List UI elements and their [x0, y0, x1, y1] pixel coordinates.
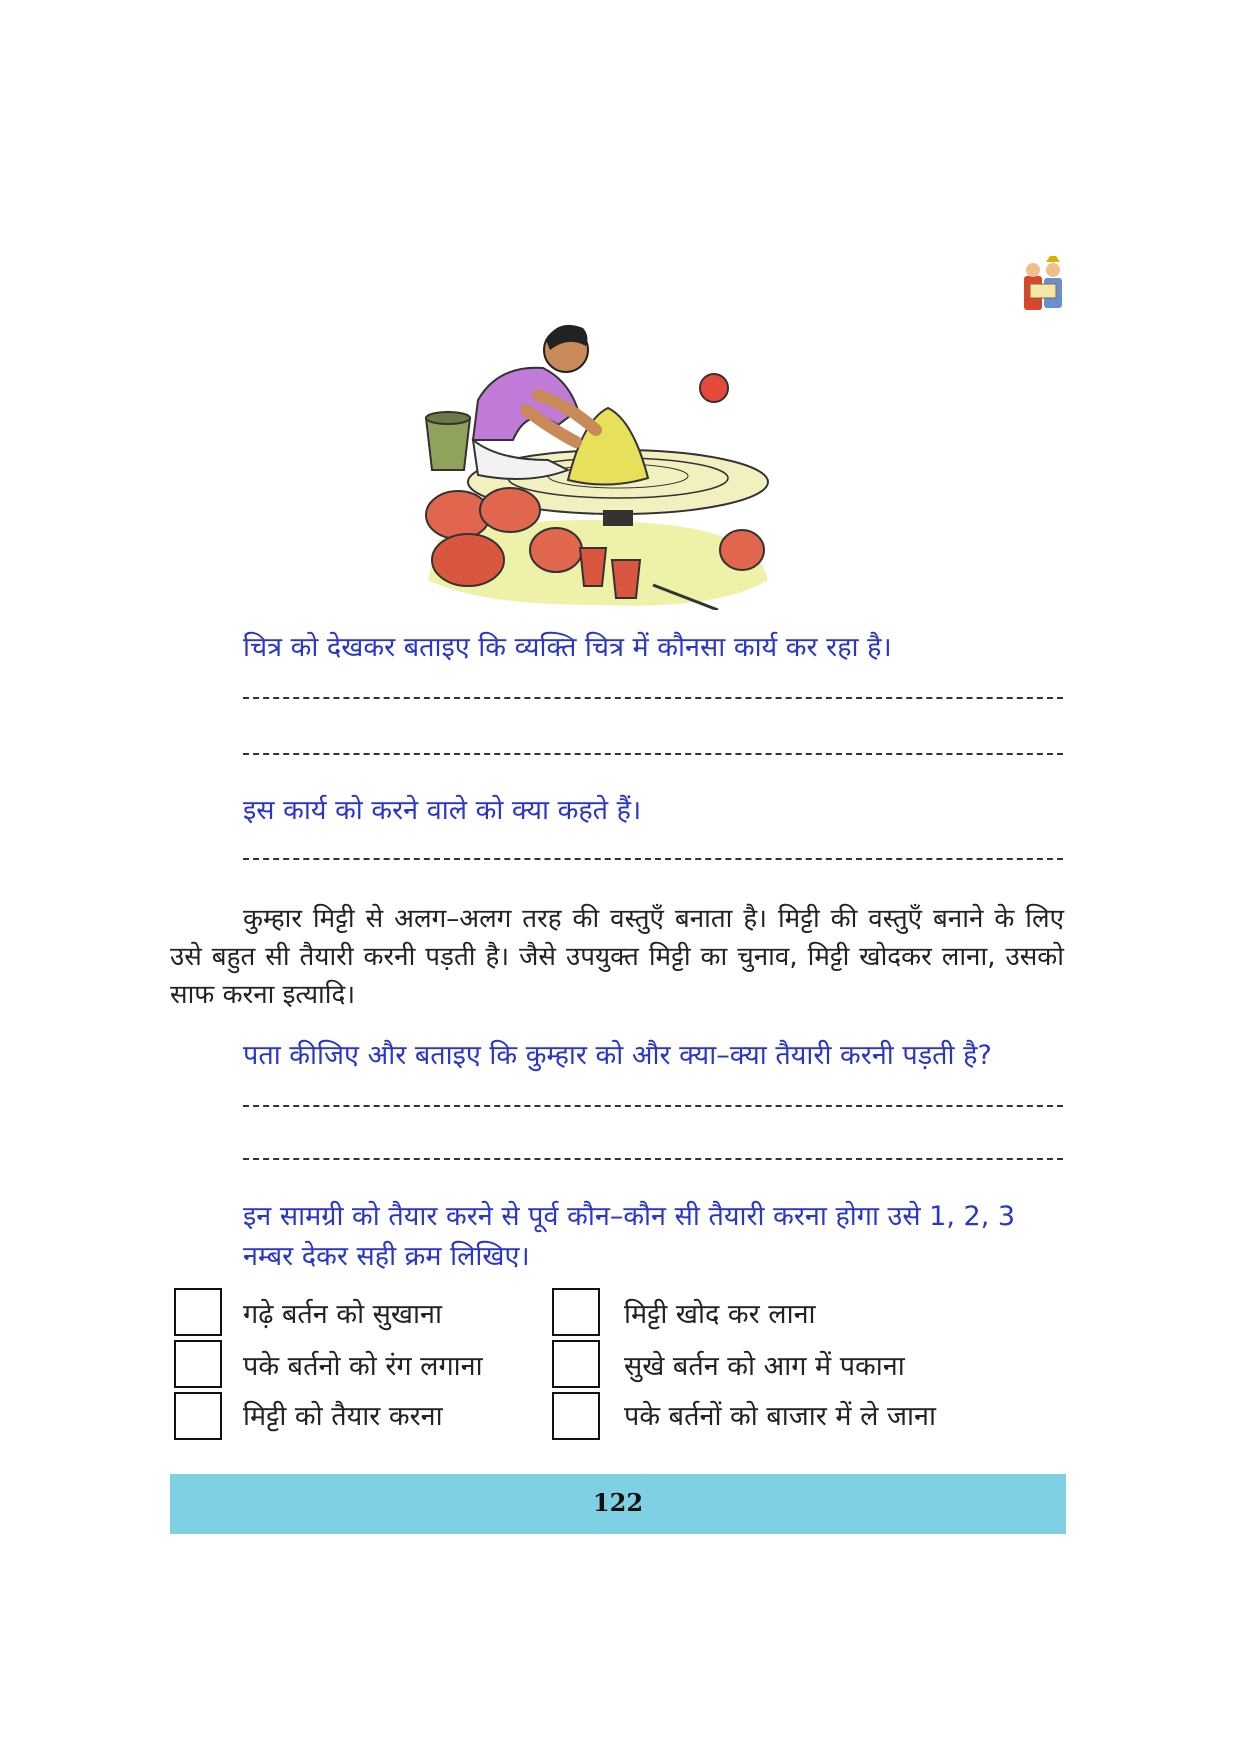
potter-at-wheel-illustration	[418, 310, 778, 610]
answer-line[interactable]	[243, 697, 1063, 699]
option-label: सुखे बर्तन को आग में पकाना	[624, 1351, 905, 1382]
body-paragraph: कुम्हार मिट्टी से अलग–अलग तरह की वस्तुएँ बनाता है। मिट्टी की वस्तुएँ बनाने के लिए उसे बहुत सी तैयारी करनी पड़ती है। जैसे उपयुक्त मिट्टी का चुनाव, मिट्टी खोदकर लाना, उसको साफ करना इत्यादि।	[170, 904, 1064, 1010]
order-checkbox[interactable]	[174, 1288, 222, 1336]
answer-line[interactable]	[243, 1105, 1063, 1107]
question-4: इन सामग्री को तैयार करने से पूर्व कौन–कौन सी तैयारी करना होगा उसे 1, 2, 3 नम्बर देकर सही क्रम लिखिए।	[243, 1201, 1016, 1272]
order-checkbox[interactable]	[552, 1340, 600, 1388]
question-3: पता कीजिए और बताइए कि कुम्हार को और क्या–क्या तैयारी करनी पड़ती है?	[243, 1040, 992, 1071]
answer-line[interactable]	[243, 753, 1063, 755]
option-label: गढ़े बर्तन को सुखाना	[243, 1299, 442, 1330]
option-label: पके बर्तनो को रंग लगाना	[243, 1351, 483, 1382]
option-label: मिट्टी को तैयार करना	[243, 1401, 443, 1432]
order-checkbox[interactable]	[174, 1340, 222, 1388]
option-label: मिट्टी खोद कर लाना	[624, 1299, 816, 1330]
answer-line[interactable]	[243, 858, 1063, 860]
page-footer-band	[170, 1474, 1066, 1534]
order-checkbox[interactable]	[552, 1392, 600, 1440]
order-checkbox[interactable]	[552, 1288, 600, 1336]
order-checkbox[interactable]	[174, 1392, 222, 1440]
kids-reading-icon	[1020, 254, 1068, 314]
question-2: इस कार्य को करने वाले को क्या कहते हैं।	[243, 795, 642, 826]
page-number: 122	[592, 1488, 644, 1517]
option-label: पके बर्तनों को बाजार में ले जाना	[624, 1401, 937, 1432]
question-1: चित्र को देखकर बताइए कि व्यक्ति चित्र में कौनसा कार्य कर रहा है।	[243, 632, 892, 663]
answer-line[interactable]	[243, 1158, 1063, 1160]
